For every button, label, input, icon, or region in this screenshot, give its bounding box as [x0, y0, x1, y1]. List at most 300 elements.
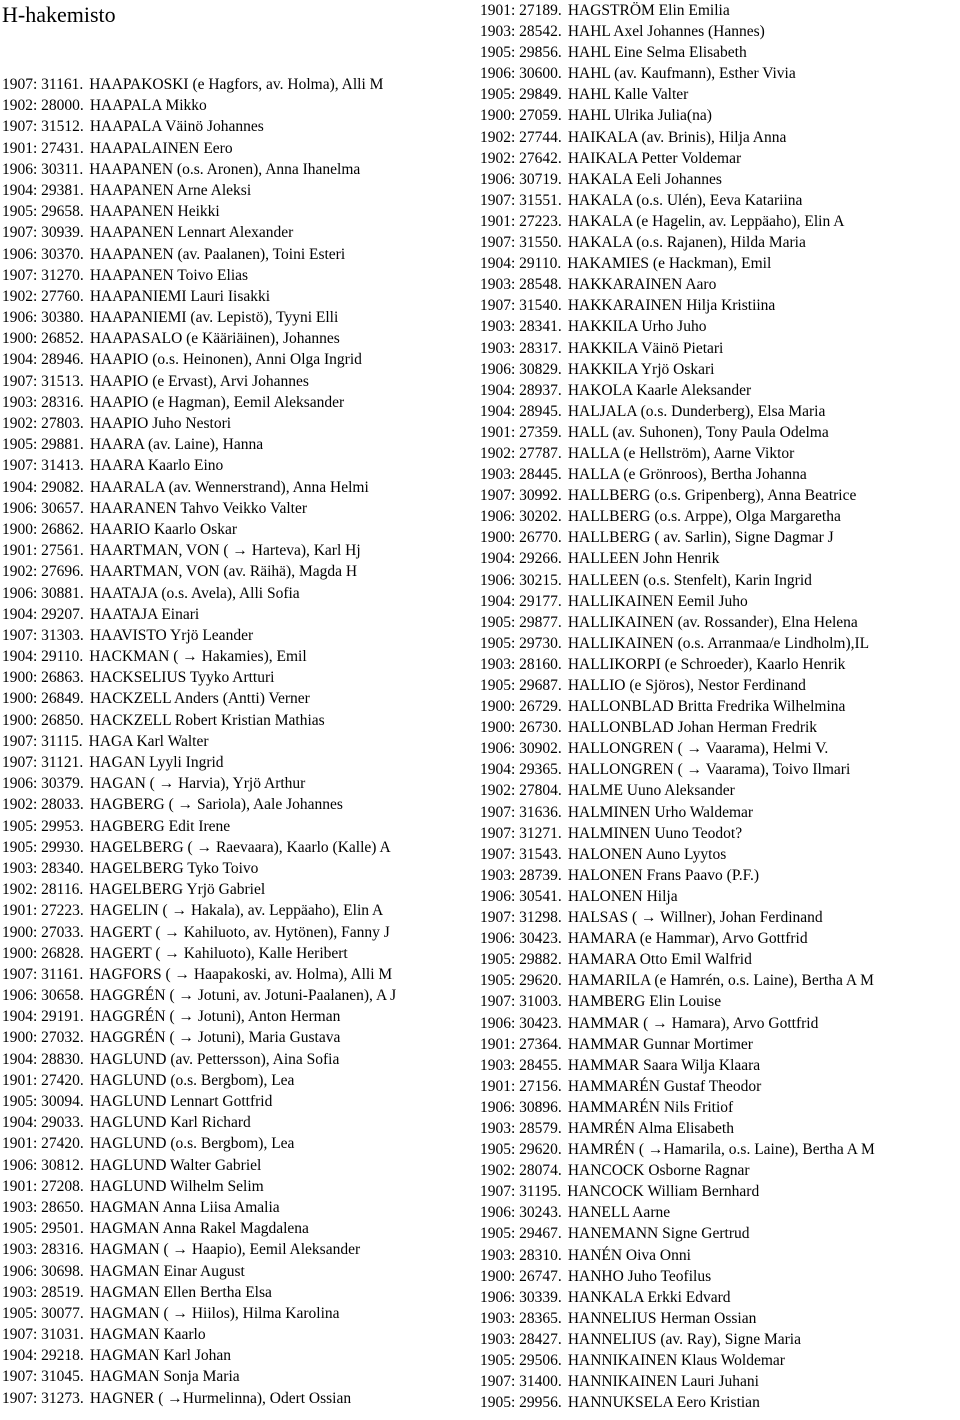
entry-id: 1904: 29177.: [480, 592, 562, 610]
index-entry: [480, 654, 960, 675]
entry-name: HAMARILA (e Hamrén, o.s. Laine), Bertha A M: [567, 972, 874, 990]
entry-name: HAGMAN Ellen Bertha Elsa: [89, 1283, 272, 1301]
entry-id: 1906: 30658.: [2, 987, 84, 1005]
entry-name: HAAPAKOSKI (e Hagfors, av. Holma), Alli M: [89, 76, 384, 93]
index-entry: [2, 138, 476, 159]
entry-id: 1906: 30380.: [2, 309, 84, 327]
index-entry: [480, 295, 960, 316]
index-entry: [2, 964, 476, 985]
entry-name: HALONEN Auno Lyytos: [567, 845, 727, 863]
index-entry: [480, 802, 960, 823]
entry-name: HAARALA (av. Wennerstrand), Anna Helmi: [89, 478, 369, 496]
entry-name: HALL (av. Suhonen), Tony Paula Odelma: [567, 423, 829, 441]
entry-id: 1905: 29501.: [2, 1220, 84, 1238]
entry-name: HALLIKORPI (e Schroeder), Kaarlo Henrik: [567, 655, 846, 673]
index-entry: [480, 253, 960, 274]
index-entry: [480, 1266, 960, 1287]
entry-name: HAGA Karl Walter: [88, 732, 209, 750]
index-entry: [2, 286, 476, 307]
index-entry: [480, 0, 960, 21]
entry-id: 1905: 29620.: [480, 1141, 562, 1159]
index-entry: [480, 401, 960, 422]
index-entry: [480, 1287, 960, 1308]
entry-name: HAKALA Eeli Johannes: [567, 170, 722, 188]
index-entry: [480, 591, 960, 612]
entry-id: 1900: 26863.: [2, 669, 84, 687]
entry-id: 1903: 28317.: [480, 339, 562, 357]
entry-name: HAHL Kalle Valter: [567, 86, 689, 104]
entry-id: 1903: 28160.: [480, 655, 562, 673]
entry-name: HANELL Aarne: [567, 1204, 671, 1222]
entry-name: HANÉN Oiva Onni: [567, 1246, 691, 1264]
entry-id: 1900: 26849.: [2, 690, 84, 708]
index-entry: [2, 519, 476, 540]
entry-id: 1907: 31270.: [2, 266, 84, 284]
entry-name: HAKALA (o.s. Rajanen), Hilda Maria: [567, 234, 806, 252]
entry-name: HAHL Axel Johannes (Hannes): [567, 23, 765, 41]
entry-name: HAHL Ulrika Julia(na): [567, 107, 712, 125]
index-entry: [2, 1345, 476, 1366]
entry-name: HANNUKSELA Eero Kristian: [567, 1394, 760, 1412]
entry-id: 1905: 29877.: [480, 613, 562, 631]
entry-id: 1902: 27787.: [480, 444, 562, 462]
index-column-right: [480, 0, 960, 1413]
index-entry: [480, 865, 960, 886]
index-entry: [2, 159, 476, 180]
entry-id: 1905: 29658.: [2, 203, 84, 221]
entry-name: HAMMARÉN Gustaf Theodor: [567, 1077, 762, 1095]
index-entry: [2, 244, 476, 265]
index-entry: [2, 794, 476, 815]
entry-id: 1907: 31540.: [480, 297, 562, 315]
entry-id: 1904: 29381.: [2, 181, 84, 199]
entry-name: HALME Uuno Aleksander: [567, 782, 735, 800]
entry-name: HAAPANIEMI (av. Lepistö), Tyyni Elli: [89, 309, 339, 327]
entry-name: HAKAMIES (e Hackman), Emil: [567, 255, 772, 273]
entry-id: 1906: 30829.: [480, 360, 562, 378]
index-entry: [480, 1160, 960, 1181]
entry-name: HACKZELL Robert Kristian Mathias: [89, 711, 325, 729]
entry-name: HALLEEN John Henrik: [567, 550, 720, 568]
entry-name: HALJALA (o.s. Dunderberg), Elsa Maria: [567, 402, 826, 420]
entry-name: HAMMAR Gunnar Mortimer: [567, 1035, 753, 1053]
index-entry: [2, 1366, 476, 1387]
entry-name: HALSAS ( → Willner), Johan Ferdinand: [567, 909, 823, 927]
entry-name: HAKALA (o.s. Ulén), Eeva Katariina: [567, 191, 803, 209]
index-entry: [480, 42, 960, 63]
entry-id: 1903: 28310.: [480, 1246, 562, 1264]
entry-id: 1900: 26770.: [480, 529, 562, 547]
entry-name: HAATAJA (o.s. Avela), Alli Sofia: [89, 584, 300, 602]
index-entry: [480, 738, 960, 759]
entry-id: 1907: 31115.: [2, 732, 83, 750]
entry-id: 1902: 28116.: [2, 881, 84, 899]
index-entry: [480, 1308, 960, 1329]
entry-name: HAAPANEN (av. Paalanen), Toini Esteri: [89, 245, 346, 263]
entry-name: HANNIKAINEN Lauri Juhani: [567, 1373, 759, 1391]
entry-id: 1901: 27223.: [480, 212, 562, 230]
page-title: H-hakemisto: [2, 2, 116, 27]
index-entry: [2, 1218, 476, 1239]
entry-name: HANNIKAINEN Klaus Woldemar: [567, 1352, 785, 1369]
entry-id: 1903: 28455.: [480, 1056, 562, 1074]
entry-name: HAARANEN Tahvo Veikko Valter: [89, 499, 308, 517]
entry-id: 1906: 30339.: [480, 1288, 562, 1306]
index-entry: [2, 201, 476, 222]
entry-name: HALLONBLAD Johan Herman Fredrik: [567, 719, 818, 737]
index-entry: [480, 970, 960, 991]
entry-name: HALLONBLAD Britta Fredrika Wilhelmina: [567, 698, 846, 716]
entry-id: 1906: 30719.: [480, 170, 562, 188]
entry-id: 1900: 26729.: [480, 698, 562, 716]
entry-id: 1906: 30902.: [480, 740, 562, 758]
index-entry: [2, 646, 476, 667]
entry-name: HAKKILA Yrjö Oskari: [567, 360, 715, 378]
index-entry: [480, 1371, 960, 1392]
entry-name: HAMRÉN ( →Hamarila, o.s. Laine), Bertha A M: [567, 1141, 875, 1159]
index-entry: [2, 752, 476, 773]
entry-name: HAMARA Otto Emil Walfrid: [567, 951, 752, 969]
entry-name: HAGELBERG Yrjö Gabriel: [89, 881, 266, 899]
entry-id: 1905: 29953.: [2, 817, 84, 835]
entry-name: HALLIO (e Sjöros), Nestor Ferdinand: [567, 677, 806, 694]
entry-id: 1906: 30215.: [480, 571, 562, 589]
index-entry: [2, 1261, 476, 1282]
index-entry: [2, 1027, 476, 1048]
index-entry: [2, 222, 476, 243]
entry-id: 1907: 31636.: [480, 803, 562, 821]
entry-id: 1906: 30698.: [2, 1262, 84, 1280]
entry-id: 1907: 31003.: [480, 993, 562, 1011]
entry-id: 1904: 28937.: [480, 381, 562, 399]
index-entry: [480, 1076, 960, 1097]
entry-id: 1901: 27189.: [480, 2, 562, 19]
entry-id: 1904: 29082.: [2, 478, 84, 496]
entry-name: HANNELIUS Herman Ossian: [567, 1309, 757, 1327]
index-entry: [480, 991, 960, 1012]
entry-id: 1907: 31512.: [2, 118, 84, 136]
index-entry: [480, 338, 960, 359]
index-entry: [2, 74, 476, 95]
entry-id: 1906: 30896.: [480, 1098, 562, 1116]
entry-name: HAKOLA Kaarle Aleksander: [567, 381, 752, 399]
entry-id: 1900: 26828.: [2, 944, 84, 962]
entry-id: 1904: 29218.: [2, 1347, 84, 1365]
entry-id: 1904: 28945.: [480, 402, 562, 420]
entry-name: HAAPALA Mikko: [89, 97, 207, 115]
entry-id: 1905: 29730.: [480, 634, 562, 652]
index-entry: [480, 84, 960, 105]
index-entry: [480, 844, 960, 865]
index-entry: [480, 780, 960, 801]
entry-name: HALLONGREN ( → Vaarama), Toivo Ilmari: [567, 761, 851, 779]
entry-name: HAAPANEN Toivo Elias: [89, 266, 249, 284]
index-entry: [480, 1223, 960, 1244]
entry-id: 1900: 27033.: [2, 923, 84, 941]
entry-id: 1907: 31400.: [480, 1373, 562, 1391]
entry-name: HANHO Juho Teofilus: [567, 1267, 712, 1285]
index-entry: [480, 928, 960, 949]
entry-name: HAGLUND (o.s. Bergbom), Lea: [89, 1135, 295, 1153]
entry-id: 1905: 29506.: [480, 1352, 562, 1369]
entry-name: HAGLUND Karl Richard: [89, 1114, 251, 1132]
entry-name: HALLIKAINEN (av. Rossander), Elna Helena: [567, 613, 858, 631]
entry-id: 1903: 28579.: [480, 1119, 562, 1137]
entry-id: 1904: 28830.: [2, 1050, 84, 1068]
entry-id: 1904: 29033.: [2, 1114, 84, 1132]
entry-name: HAAPANEN Lennart Alexander: [89, 224, 294, 242]
entry-name: HAGNER ( →Hurmelinna), Odert Ossian: [89, 1389, 352, 1407]
index-entry: [2, 434, 476, 455]
entry-name: HAGLUND Lennart Gottfrid: [89, 1093, 273, 1110]
entry-id: 1903: 28341.: [480, 318, 562, 336]
index-entry: [2, 837, 476, 858]
index-entry: [2, 265, 476, 286]
entry-id: 1906: 30657.: [2, 499, 84, 517]
entry-name: HAGLUND Walter Gabriel: [89, 1156, 262, 1174]
entry-name: HAGAN ( → Harvia), Yrjö Arthur: [89, 775, 306, 793]
index-entry: [2, 710, 476, 731]
entry-id: 1904: 29110.: [480, 255, 562, 273]
entry-id: 1901: 27359.: [480, 423, 562, 441]
index-entry: [480, 1181, 960, 1202]
entry-name: HAIKALA (av. Brinis), Hilja Anna: [567, 128, 787, 146]
entry-id: 1907: 31551.: [480, 191, 562, 209]
index-entry: [2, 1006, 476, 1027]
entry-name: HAGLUND (av. Pettersson), Aina Sofia: [89, 1050, 340, 1068]
index-entry: [480, 443, 960, 464]
index-entry: [2, 1197, 476, 1218]
entry-id: 1902: 28033.: [2, 796, 84, 814]
entry-id: 1902: 27760.: [2, 287, 84, 305]
entry-id: 1906: 30423.: [480, 1014, 562, 1032]
index-entry: [2, 540, 476, 561]
entry-name: HAGMAN Einar August: [89, 1262, 245, 1280]
index-entry: [480, 1245, 960, 1266]
entry-name: HAGMAN Anna Rakel Magdalena: [89, 1220, 309, 1238]
index-entry: [2, 667, 476, 688]
index-entry: [480, 1055, 960, 1076]
index-entry: [2, 943, 476, 964]
index-entry: [2, 1324, 476, 1345]
entry-id: 1906: 30881.: [2, 584, 84, 602]
entry-id: 1902: 27804.: [480, 782, 562, 800]
entry-id: 1904: 29207.: [2, 605, 84, 623]
entry-id: 1902: 28000.: [2, 97, 84, 115]
index-entry: [480, 422, 960, 443]
index-entry: [480, 464, 960, 485]
entry-name: HAAPALAINEN Eero: [89, 139, 233, 157]
entry-id: 1905: 29856.: [480, 44, 562, 62]
index-entry: [480, 359, 960, 380]
entry-name: HALLA (e Grönroos), Bertha Johanna: [567, 466, 807, 484]
entry-id: 1901: 27156.: [480, 1077, 562, 1095]
index-entry: [480, 886, 960, 907]
entry-name: HAIKALA Petter Voldemar: [567, 149, 742, 167]
entry-id: 1904: 28946.: [2, 351, 84, 369]
entry-id: 1901: 27431.: [2, 139, 84, 157]
entry-id: 1901: 27208.: [2, 1177, 84, 1195]
entry-name: HAGFORS ( → Haapakoski, av. Holma), Alli M: [89, 965, 393, 983]
index-entry: [480, 570, 960, 591]
entry-name: HAMRÉN Alma Elisabeth: [567, 1119, 734, 1137]
index-entry: [480, 1392, 960, 1413]
index-entry: [480, 633, 960, 654]
entry-id: 1902: 27642.: [480, 149, 562, 167]
entry-name: HACKSELIUS Tyyko Artturi: [89, 669, 275, 687]
entry-id: 1905: 30094.: [2, 1093, 84, 1110]
index-entry: [480, 169, 960, 190]
entry-id: 1903: 28340.: [2, 859, 84, 877]
index-entry: [480, 485, 960, 506]
entry-name: HALLA (e Hellström), Aarne Viktor: [567, 444, 795, 462]
index-entry: [2, 1388, 476, 1409]
entry-name: HAGLUND (o.s. Bergbom), Lea: [89, 1071, 295, 1089]
index-entry: [480, 1013, 960, 1034]
entry-name: HAGMAN ( → Hiilos), Hilma Karolina: [89, 1304, 340, 1322]
entry-name: HAAPALA Väinö Johannes: [89, 118, 264, 136]
entry-id: 1905: 29930.: [2, 838, 84, 856]
entry-id: 1904: 29365.: [480, 761, 562, 779]
index-entry: [2, 95, 476, 116]
entry-name: HAHL Eine Selma Elisabeth: [567, 44, 747, 62]
index-entry: [2, 604, 476, 625]
index-entry: [480, 105, 960, 126]
entry-name: HACKZELL Anders (Antti) Verner: [89, 690, 310, 708]
entry-id: 1907: 31161.: [2, 76, 84, 93]
index-entry: [480, 380, 960, 401]
index-entry: [480, 696, 960, 717]
index-entry: [2, 328, 476, 349]
index-entry: [480, 1350, 960, 1371]
index-entry: [480, 506, 960, 527]
index-entry: [2, 773, 476, 794]
index-entry: [480, 907, 960, 928]
index-entry: [2, 731, 476, 752]
index-entry: [480, 527, 960, 548]
index-entry: [2, 561, 476, 582]
entry-id: 1905: 29849.: [480, 86, 562, 104]
entry-id: 1902: 27803.: [2, 415, 84, 432]
entry-name: HAAPIO Juho Nestori: [89, 415, 232, 432]
entry-name: HAAPIO (e Hagman), Eemil Aleksander: [89, 393, 345, 411]
entry-id: 1905: 29956.: [480, 1394, 562, 1412]
entry-name: HAHL (av. Kaufmann), Esther Vivia: [567, 65, 796, 83]
index-entry: [2, 1282, 476, 1303]
entry-name: HALMINEN Uuno Teodot?: [567, 824, 743, 842]
index-entry: [480, 21, 960, 42]
entry-name: HAKKARAINEN Aaro: [567, 276, 717, 294]
index-entry: [2, 349, 476, 370]
entry-id: 1901: 27420.: [2, 1135, 84, 1153]
entry-id: 1900: 26730.: [480, 719, 562, 737]
entry-id: 1907: 31031.: [2, 1326, 84, 1344]
entry-name: HAGGRÉN ( → Jotuni, av. Jotuni-Paalanen), A J: [89, 987, 397, 1005]
entry-name: HAGERT ( → Kahiluoto), Kalle Heribert: [89, 944, 348, 962]
entry-name: HAGERT ( → Kahiluoto, av. Hytönen), Fanny J: [89, 923, 390, 941]
entry-id: 1903: 28427.: [480, 1330, 562, 1348]
entry-id: 1900: 27032.: [2, 1029, 84, 1047]
entry-name: HALLBERG (o.s. Arppe), Olga Margaretha: [567, 508, 841, 526]
entry-id: 1906: 30600.: [480, 65, 562, 83]
entry-id: 1903: 28542.: [480, 23, 562, 41]
entry-name: HACKMAN ( → Hakamies), Emil: [89, 648, 307, 666]
index-entry: [2, 1070, 476, 1091]
entry-id: 1905: 29620.: [480, 972, 562, 990]
index-entry: [2, 1303, 476, 1324]
index-entry: [2, 371, 476, 392]
index-entry: [2, 307, 476, 328]
entry-name: HAAPANEN Arne Aleksi: [89, 181, 252, 199]
index-entry: [480, 759, 960, 780]
entry-name: HAKKILA Väinö Pietari: [567, 339, 724, 357]
index-entry: [480, 1139, 960, 1160]
entry-name: HAAPIO (e Ervast), Arvi Johannes: [89, 372, 309, 390]
index-entry: [480, 63, 960, 84]
entry-name: HALMINEN Urho Waldemar: [567, 803, 754, 821]
entry-id: 1900: 26862.: [2, 520, 84, 538]
index-entry: [2, 1049, 476, 1070]
entry-name: HAKKILA Urho Juho: [567, 318, 707, 336]
index-entry: [480, 232, 960, 253]
entry-id: 1906: 30379.: [2, 775, 84, 793]
entry-id: 1905: 29687.: [480, 677, 562, 694]
entry-id: 1906: 30202.: [480, 508, 562, 526]
entry-name: HAGMAN ( → Haapio), Eemil Aleksander: [89, 1241, 361, 1259]
entry-name: HALLONGREN ( → Vaarama), Helmi V.: [567, 740, 829, 758]
index-entry: [2, 922, 476, 943]
index-entry: [2, 392, 476, 413]
index-entry: [2, 477, 476, 498]
index-entry: [2, 625, 476, 646]
index-entry: [480, 1118, 960, 1139]
entry-id: 1903: 28650.: [2, 1198, 84, 1216]
entry-name: HAGAN Lyyli Ingrid: [89, 754, 224, 771]
entry-id: 1904: 29266.: [480, 550, 562, 568]
index-entry: [480, 1329, 960, 1350]
entry-id: 1906: 30812.: [2, 1156, 84, 1174]
entry-id: 1907: 31543.: [480, 845, 562, 863]
entry-name: HAGGRÉN ( → Jotuni), Maria Gustava: [89, 1029, 341, 1047]
entry-name: HANNELIUS (av. Ray), Signe Maria: [567, 1330, 801, 1348]
index-entry: [2, 498, 476, 519]
entry-id: 1900: 26852.: [2, 330, 84, 348]
entry-name: HAARTMAN, VON (av. Räihä), Magda H: [89, 563, 358, 581]
entry-id: 1905: 30077.: [2, 1304, 84, 1322]
entry-name: HANCOCK William Bernhard: [567, 1183, 760, 1201]
entry-name: HAGMAN Karl Johan: [89, 1347, 232, 1365]
entry-name: HAGLUND Wilhelm Selim: [89, 1177, 264, 1195]
index-column-left: [2, 74, 476, 1409]
entry-id: 1903: 28548.: [480, 276, 562, 294]
index-entry: [2, 180, 476, 201]
index-entry: [480, 1202, 960, 1223]
index-entry: [2, 985, 476, 1006]
entry-id: 1902: 27696.: [2, 563, 84, 581]
entry-name: HAMMAR Saara Wilja Klaara: [567, 1056, 761, 1074]
entry-name: HAGELBERG ( → Raevaara), Kaarlo (Kalle) A: [89, 838, 391, 856]
entry-name: HAGMAN Anna Liisa Amalia: [89, 1198, 280, 1216]
entry-name: HALLEEN (o.s. Stenfelt), Karin Ingrid: [567, 571, 812, 589]
entry-name: HAAPANEN Heikki: [89, 203, 220, 221]
entry-id: 1903: 28519.: [2, 1283, 84, 1301]
index-entry: [2, 583, 476, 604]
entry-id: 1903: 28365.: [480, 1309, 562, 1327]
index-entry: [2, 858, 476, 879]
entry-id: 1907: 31195.: [480, 1183, 562, 1201]
entry-id: 1901: 27561.: [2, 542, 84, 560]
index-entry: [2, 1112, 476, 1133]
